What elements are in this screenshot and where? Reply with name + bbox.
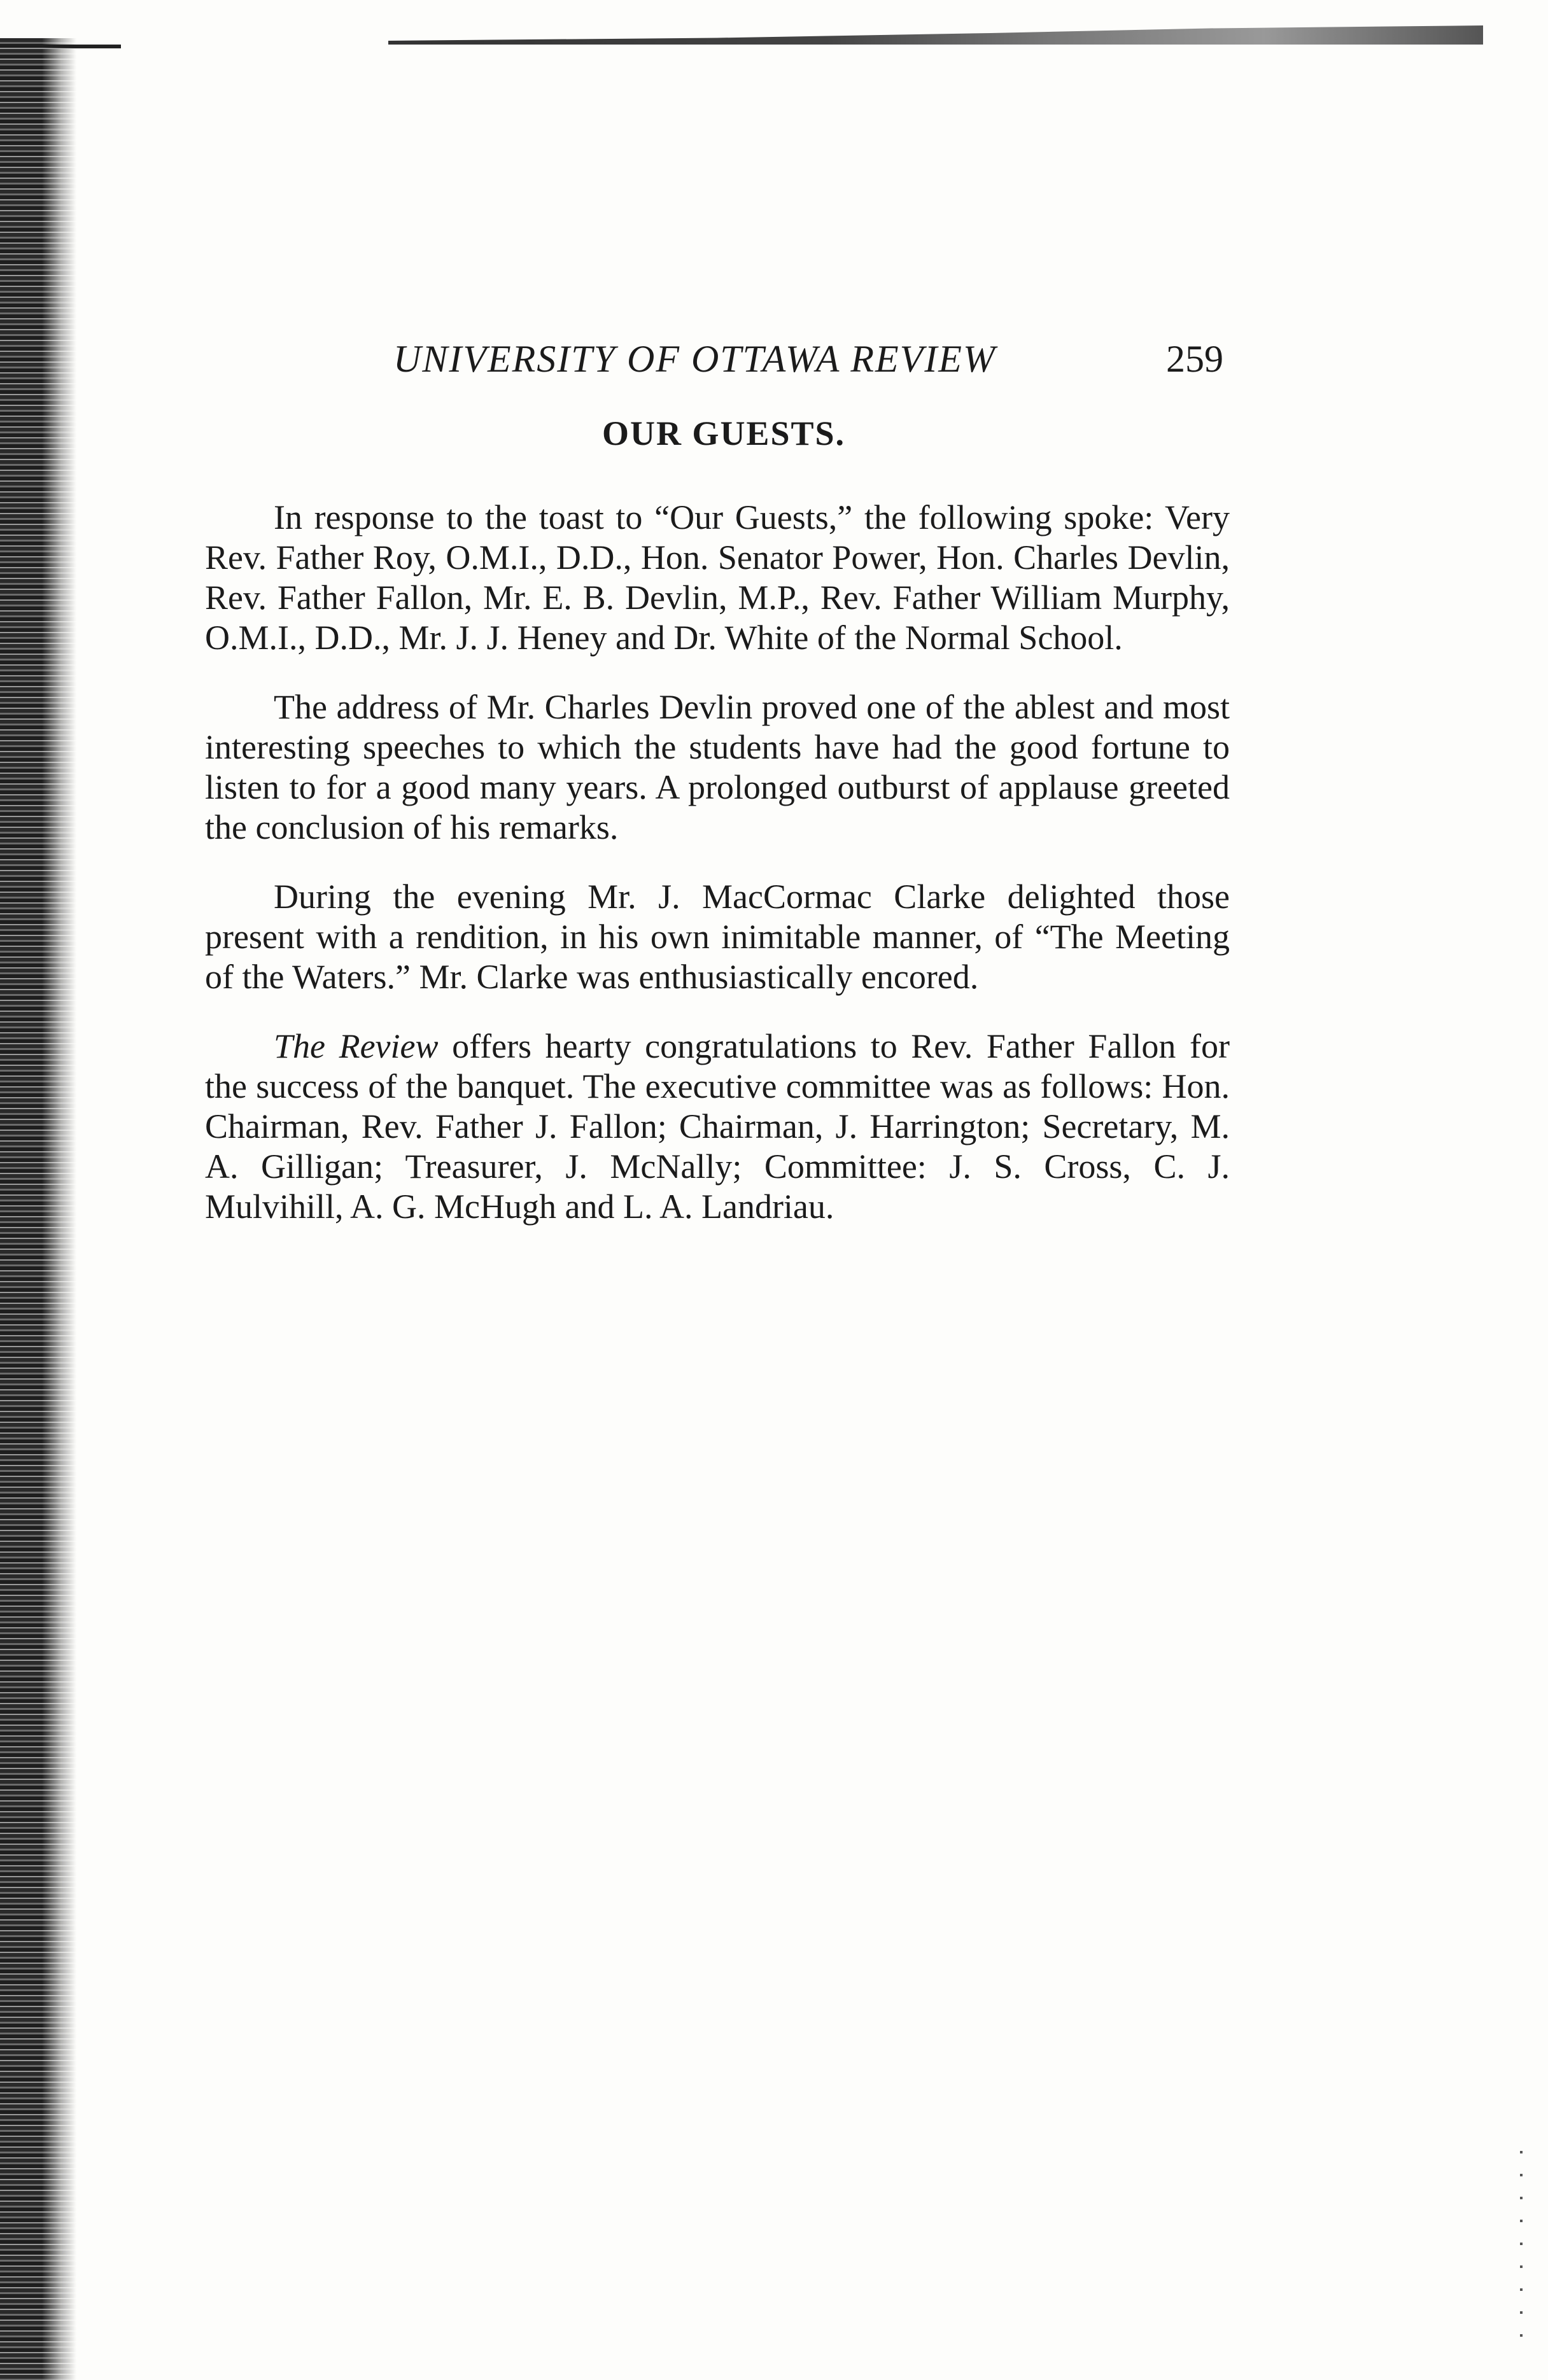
- paragraph-clarke-rendition: During the evening Mr. J. MacCormac Clarke delighted those present with a rendition, in his own inimitable manner, of “The Meeting of the Waters.” Mr. Clarke was enthusiastically encored.: [205, 878, 1230, 996]
- running-head: [205, 331, 1230, 388]
- scan-top-rule: [388, 25, 1483, 45]
- paragraph-committee-text: offers hearty congratulations to Rev. Father Fallon for the success of the banquet. The executive committee was as follows: Hon. Chairman, Rev. Father J. Fallon; Chairman, J. Harrington; Secretary, M. A. Gilligan; Treasurer, J. McNally; Committee: J. S. Cross, C. J. Mulvihill, A. G. McHugh and L. A. Landriau.: [205, 1027, 1230, 1226]
- paragraph-devlin-address: The address of Mr. Charles Devlin proved one of the ablest and most interesting speeches to which the students have had the good fortune to listen to for a good many years. A prolonged outburst of applause greeted the conclusion of his remarks.: [205, 688, 1230, 846]
- scan-specks: [1520, 2151, 1523, 2342]
- page-number: 259: [1166, 338, 1223, 380]
- page-content: [205, 331, 1230, 1227]
- journal-title: UNIVERSITY OF OTTAWA REVIEW: [393, 338, 996, 380]
- paragraph-speakers: In response to the toast to “Our Guests,” the following spoke: Very Rev. Father Roy, O.M.I., D.D., Hon. Senator Power, Hon. Charles Devlin, Rev. Father Fallon, Mr. E. B. Devlin, M.P., Rev. Father William Murphy, O.M.I., D.D., Mr. J. J. Heney and Dr. White of the Normal School.: [205, 498, 1230, 657]
- journal-name-italic: The Review: [274, 1027, 439, 1065]
- scan-binding-edge: [0, 38, 76, 2380]
- article-title: OUR GUESTS.: [602, 414, 846, 452]
- paragraph-committee: [205, 1026, 1230, 1227]
